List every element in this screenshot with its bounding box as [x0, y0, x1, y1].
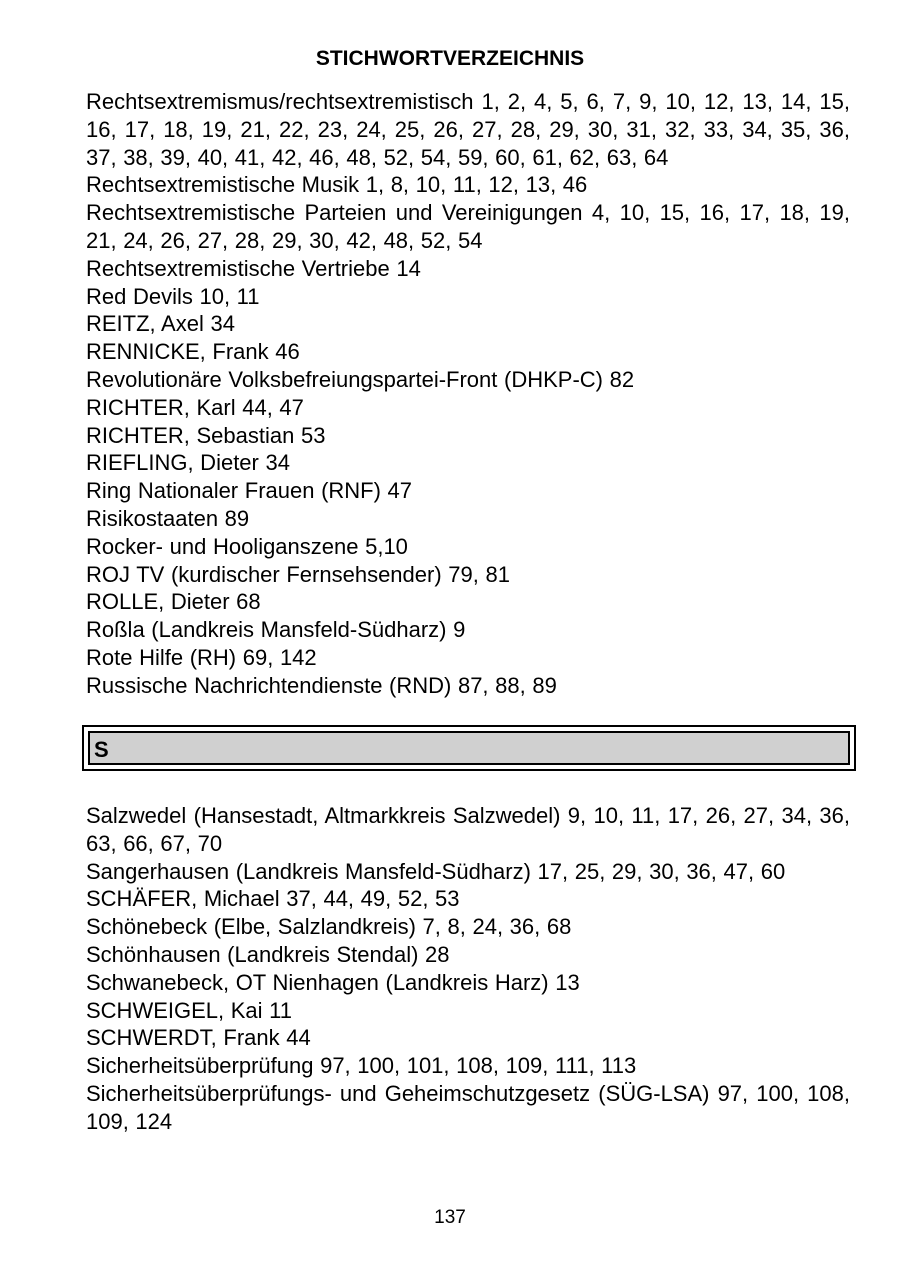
index-entry: Sicherheitsüberprüfungs- und Geheimschutzgesetz (SÜG-LSA) 97, 100, 108, 109, 124	[86, 1080, 850, 1134]
index-section-s	[86, 802, 850, 1136]
section-letter-box	[82, 725, 856, 771]
index-entry: Schwanebeck, OT Nienhagen (Landkreis Harz) 13	[86, 969, 580, 995]
index-entry: SCHÄFER, Michael 37, 44, 49, 52, 53	[86, 886, 460, 912]
index-entry: Russische Nachrichtendienste (RND) 87, 88, 89	[86, 672, 557, 698]
index-entry: SCHWERDT, Frank 44	[86, 1025, 311, 1051]
section-letter-inner	[88, 731, 850, 765]
index-entry: RIEFLING, Dieter 34	[86, 450, 290, 476]
index-entry: RENNICKE, Frank 46	[86, 339, 300, 365]
index-entry: ROLLE, Dieter 68	[86, 589, 261, 615]
index-entry: Schönhausen (Landkreis Stendal) 28	[86, 941, 450, 967]
index-entry: Sicherheitsüberprüfung 97, 100, 101, 108, 109, 111, 113	[86, 1053, 637, 1079]
index-entry: Rechtsextremistische Vertriebe 14	[86, 255, 421, 281]
index-entry: REITZ, Axel 34	[86, 311, 235, 337]
index-entry: Salzwedel (Hansestadt, Altmarkkreis Salzwedel) 9, 10, 11, 17, 26, 27, 34, 36, 63, 66, 67, 70	[86, 803, 850, 856]
index-entry: Rechtsextremistische Musik 1, 8, 10, 11, 12, 13, 46	[86, 172, 588, 198]
page-title: STICHWORTVERZEICHNIS	[315, 47, 585, 70]
index-entry: RICHTER, Karl 44, 47	[86, 394, 304, 420]
index-entry: Red Devils 10, 11	[86, 283, 260, 309]
index-entry: ROJ TV (kurdischer Fernsehsender) 79, 81	[86, 561, 510, 587]
section-letter: S	[94, 737, 109, 762]
index-entry: Revolutionäre Volksbefreiungspartei-Front (DHKP-C) 82	[86, 366, 635, 392]
index-entry: Risikostaaten 89	[86, 505, 250, 531]
index-entry: Sangerhausen (Landkreis Mansfeld-Südharz) 17, 25, 29, 30, 36, 47, 60	[86, 858, 786, 884]
index-entry: Schönebeck (Elbe, Salzlandkreis) 7, 8, 24, 36, 68	[86, 914, 572, 940]
index-entry: RICHTER, Sebastian 53	[86, 422, 326, 448]
index-entry: Ring Nationaler Frauen (RNF) 47	[86, 478, 413, 504]
index-entry: SCHWEIGEL, Kai 11	[86, 997, 292, 1023]
index-entry: Rocker- und Hooliganszene 5,10	[86, 533, 408, 559]
index-entry: Rechtsextremismus/rechtsextremistisch 1, 2, 4, 5, 6, 7, 9, 10, 12, 13, 14, 15, 16, 17, 18, 19, 21, 22, 23, 24, 25, 26, 27, 28, 29, 30, 31, 32, 33, 34, 35, 36, 37, 38, 39, 40, 41, 42, 46, 48, 52, 54, 59, 60, 61, 62, 63, 64	[86, 89, 850, 170]
index-entry: Roßla (Landkreis Mansfeld-Südharz) 9	[86, 617, 466, 643]
index-entry: Rote Hilfe (RH) 69, 142	[86, 644, 317, 670]
page-number: 137	[434, 1207, 466, 1228]
index-section-r	[86, 88, 850, 700]
index-entry: Rechtsextremistische Parteien und Vereinigungen 4, 10, 15, 16, 17, 18, 19, 21, 24, 26, 27, 28, 29, 30, 42, 48, 52, 54	[86, 200, 850, 253]
